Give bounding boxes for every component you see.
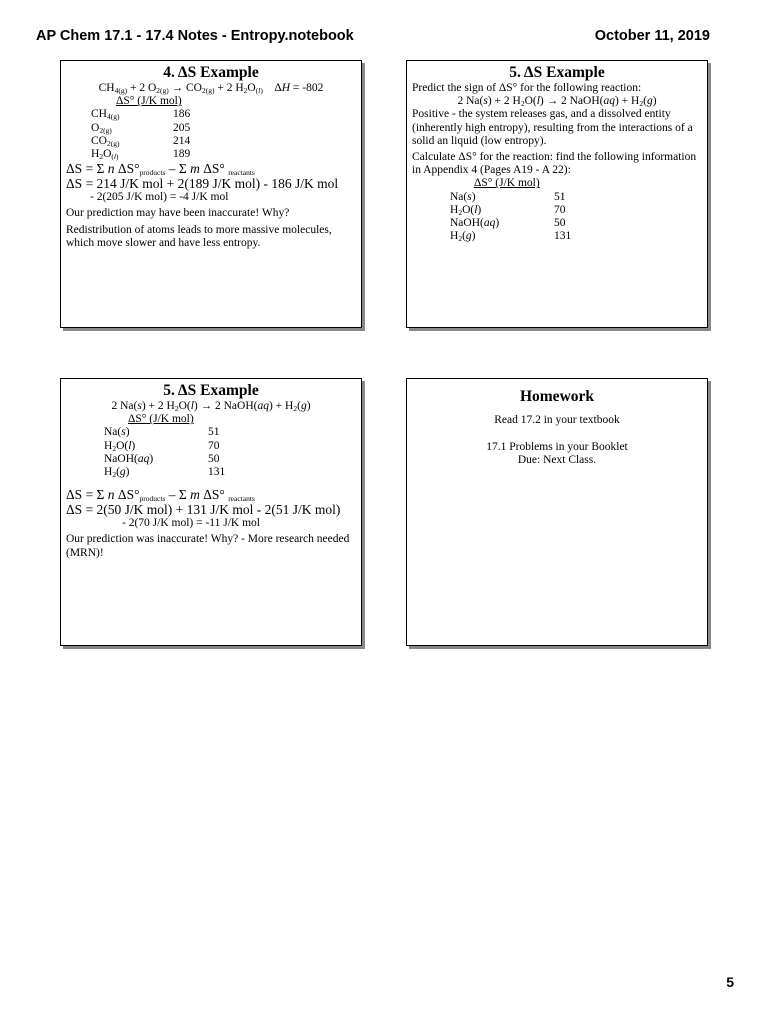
table-row: NaOH(aq) 50: [450, 217, 566, 230]
table-row: $H_2(g)$ 131: [104, 466, 226, 480]
entropy-column-header: ΔS° (J/K mol): [474, 177, 540, 190]
reaction-equation: 2 Na(s) + 2 $H_2O(l) \to 2$ NaOH(aq) + $H_2(g)$: [457, 95, 657, 109]
reaction-equation: $CH_{4(g)} + 2$ $O_{2(g)} \to CO_{2(g)} + 2$ $H_2O_{(l)}$ ΔH = -802: [98, 82, 324, 95]
table-row: Na(s) 51: [104, 426, 220, 439]
table-row: Na(s) 51: [450, 190, 566, 203]
question-text: Our prediction may have been inaccurate! Why?: [66, 207, 290, 220]
slide-title: 5. ΔS Example: [163, 382, 259, 399]
table-row: $H_2O(l)$ 70: [104, 439, 220, 453]
table-row: NaOH(aq) 50: [104, 452, 220, 465]
slide-title: 4. ΔS Example: [163, 64, 259, 81]
slide-title: Homework: [519, 388, 595, 405]
page-date: October 11, 2019: [594, 28, 710, 44]
calculation-result: - 2(70 J/K mol) = -11 J/K mol: [122, 517, 260, 530]
entropy-table: [450, 191, 571, 244]
answer-text: Redistribution of atoms leads to more massive molecules, which move slower and have less entropy.: [66, 223, 332, 249]
entropy-column-header: ΔS° (J/K mol): [116, 95, 182, 108]
homework-reading: Read 17.2 in your textbook: [494, 414, 620, 426]
table-row: $H_2(g)$ 131: [450, 230, 572, 244]
conclusion-text: Our prediction was inaccurate! Why? - More research needed (MRN)!: [66, 533, 350, 559]
table-row: $O_{2(g)}$ 205: [91, 121, 191, 135]
table-row: $H_2O(l)$ 70: [450, 203, 566, 217]
calculation-line: ΔS = 214 J/K mol + 2(189 J/K mol) - 186 J/K mol: [66, 176, 339, 192]
entropy-column-header: ΔS° (J/K mol): [128, 413, 194, 426]
homework-problems: 17.1 Problems in your Booklet: [486, 441, 628, 454]
calc-prompt-text: Calculate ΔS° for the reaction: find the following information in Appendix 4 (Pages A19 - A 22):: [412, 151, 697, 177]
page-number: 5: [726, 974, 734, 990]
entropy-table: [104, 426, 225, 479]
table-row: $CH_{4(g)}$ 186: [91, 108, 191, 122]
calculation-result: - 2(205 J/K mol) = -4 J/K mol: [90, 191, 229, 204]
slide-entropy-example-5-calc[interactable]: [60, 378, 362, 646]
notebook-title: AP Chem 17.1 - 17.4 Notes - Entropy.notebook: [36, 28, 354, 44]
slide-title: 5. ΔS Example: [509, 64, 605, 81]
table-row: $H_2O_{(l)}$ 189: [91, 148, 191, 162]
prompt-text: Predict the sign of ΔS° for the following reaction:: [412, 82, 642, 94]
slide-homework[interactable]: [406, 378, 708, 646]
entropy-formula: ΔS = Σ n $\Delta S^\circ_{products}$ – Σ m ΔS° $_{reactants}$: [66, 161, 255, 178]
explanation-text: Positive - the system releases gas, and a dissolved entity (inherently high entropy), resulting from the interactions of a solid an liquid (low entropy).: [412, 108, 693, 147]
entropy-formula: ΔS = Σ n $\Delta S^\circ_{products}$ – Σ m ΔS° $_{reactants}$: [66, 487, 255, 504]
reaction-equation: 2 Na(s) + 2 $H_2O(l) \to 2$ NaOH(aq) + $H_2(g)$: [111, 400, 311, 413]
homework-due: Due: Next Class.: [517, 454, 597, 467]
calculation-line: ΔS = 2(50 J/K mol) + 131 J/K mol - 2(51 J/K mol): [66, 502, 341, 518]
table-row: $CO_{2(g)}$ 214: [91, 134, 191, 148]
entropy-table: [91, 108, 190, 161]
slide-entropy-example-4[interactable]: [60, 60, 362, 328]
slide-entropy-example-5-predict[interactable]: [406, 60, 708, 328]
